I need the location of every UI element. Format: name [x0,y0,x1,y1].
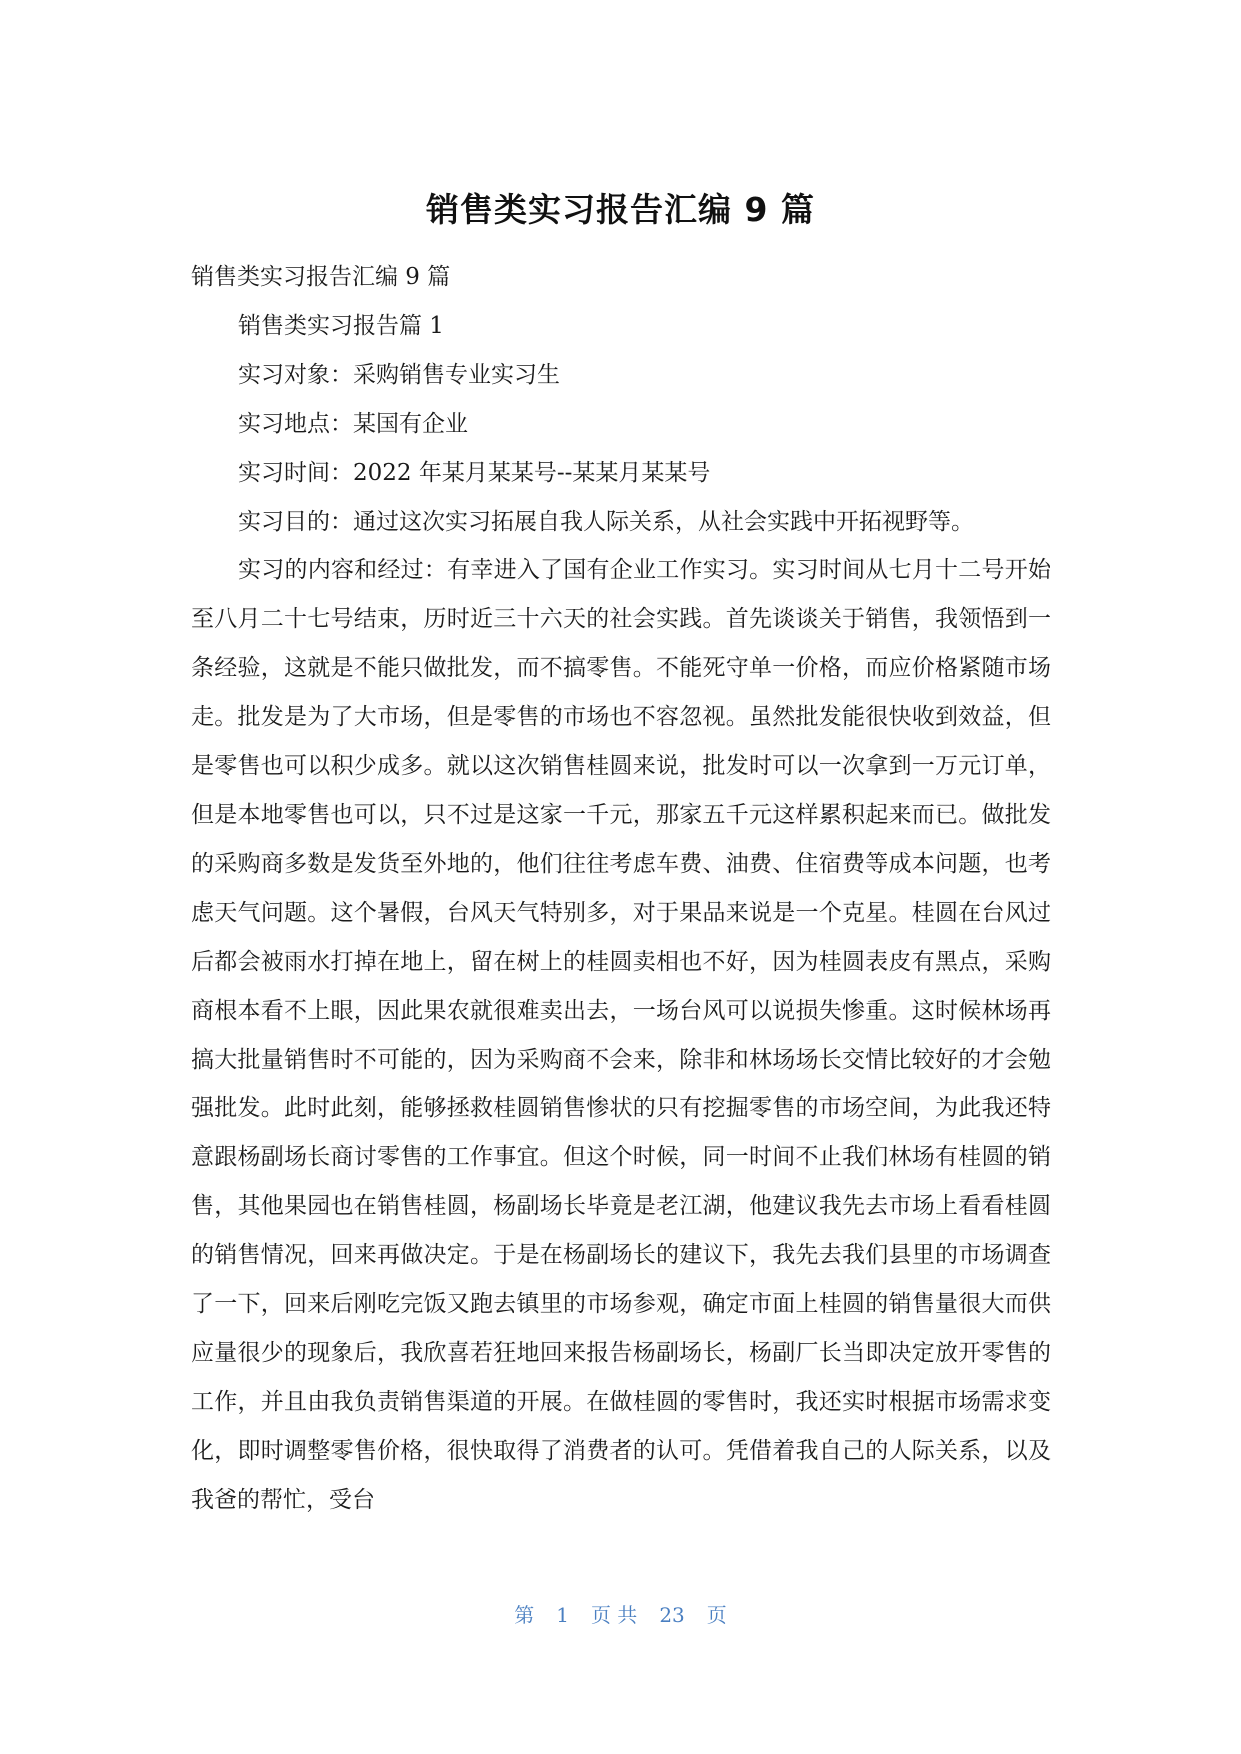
body-paragraph: 实习目的：通过这次实习拓展自我人际关系，从社会实践中开拓视野等。 [238,508,974,535]
footer-label-pages: 页 [706,1603,727,1627]
body-paragraph: 实习时间：2022 年某月某某号--某某月某某号 [238,459,711,486]
body-paragraph: 实习对象：采购销售专业实习生 [238,361,560,388]
footer-label-of: 页 共 [590,1603,638,1627]
page-footer [0,1601,1241,1629]
footer-total-pages: 23 [659,1603,685,1627]
footer-current-page: 1 [556,1603,569,1627]
footer-label-page: 第 [514,1603,535,1627]
body-paragraph: 销售类实习报告汇编 9 篇 [191,264,451,290]
document-body [191,253,1051,1525]
document-title: 销售类实习报告汇编 9 篇 [426,190,815,229]
body-paragraph: 实习地点：某国有企业 [238,410,468,437]
body-paragraph: 销售类实习报告篇 1 [238,312,444,339]
body-paragraph: 实习的内容和经过：有幸进入了国有企业工作实习。实习时间从七月十二号开始至八月二十七号结束，历时近三十六天的社会实践。首先谈谈关于销售，我领悟到一条经验，这就是不能只做批发，而不搞零售。不能死守单一价格，而应价格紧随市场走。批发是为了大市场，但是零售的市场也不容忽视。虽然批发能很快收到效益，但是零售也可以积少成多。就以这次销售桂圆来说，批发时可以一次拿到一万元订单，但是本地零售也可以，只不过是这家一千元，那家五千元这样累积起来而已。做批发的采购商多数是发货至外地的，他们往往考虑车费、油费、住宿费等成本问题，也考虑天气问题。这个暑假，台风天气特别多，对于果品来说是一个克星。桂圆在台风过后都会被雨水打掉在地上，留在树上的桂圆卖相也不好，因为桂圆表皮有黑点，采购商根本看不上眼，因此果农就很难卖出去，一场台风可以说损失惨重。这时候林场再搞大批量销售时不可能的，因为采购商不会来，除非和林场场长交情比较好的才会勉强批发。此时此刻，能够拯救桂圆销售惨状的只有挖掘零售的市场空间，为此我还特意跟杨副场长商讨零售的工作事宜。但这个时候，同一时间不止我们林场有桂圆的销售，其他果园也在销售桂圆，杨副场长毕竟是老江湖，他建议我先去市场上看看桂圆的销售情况，回来再做决定。于是在杨副场长的建议下，我先去我们县里的市场调查了一下，回来后刚吃完饭又跑去镇里的市场参观，确定市面上桂圆的销售量很大而供应量很少的现象后，我欣喜若狂地回来报告杨副场长，杨副厂长当即决定放开零售的工作，并且由我负责销售渠道的开展。在做桂圆的零售时，我还实时根据市场需求变化，即时调整零售价格，很快取得了消费者的认可。凭借着我自己的人际关系，以及我爸的帮忙，受台 [191,557,1051,1513]
